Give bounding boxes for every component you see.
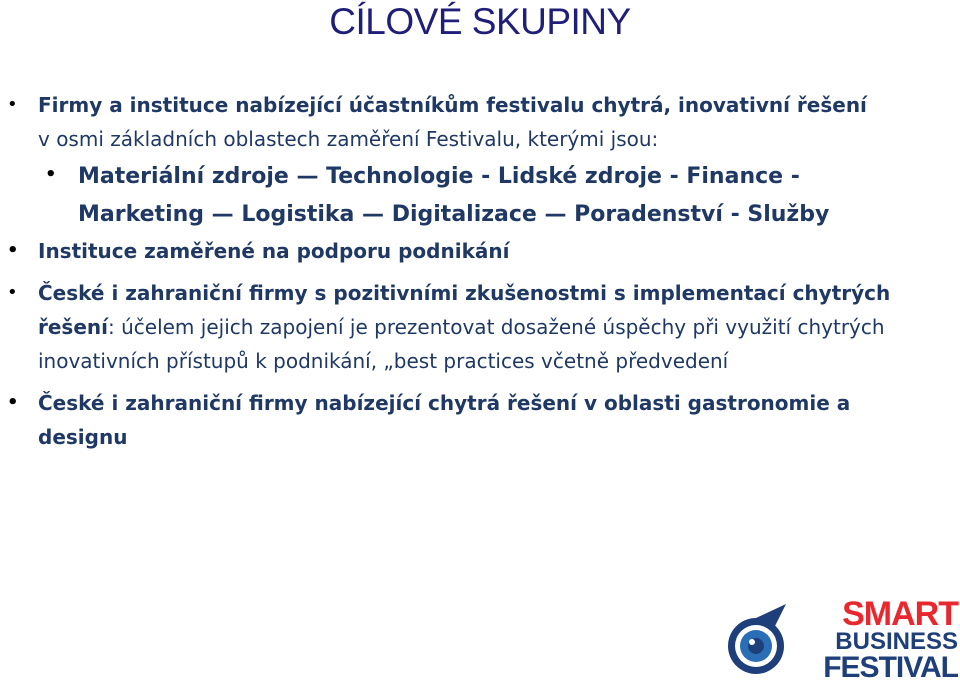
areas-line-2: Marketing — Logistika — Digitalizace — Poradenství - Služby [78,202,830,227]
bullet-dot-icon: • [7,282,18,303]
smart-business-festival-logo [722,595,958,684]
bullet-text: Instituce zaměřené na podporu podnikání [38,239,510,263]
logo-word-festival: FESTIVAL [823,651,958,684]
bullet-text: České i zahraniční firmy nabízející chytrá řešení v oblasti gastronomie a designu [38,391,851,449]
eye-target-icon [722,598,794,678]
sub-bullet-areas [45,158,928,234]
bullet-item-gastronomy-design [7,386,928,454]
bullet-text-bold: České i zahraniční firmy s pozitivními zkušenostmi s implementací chytrých řešení [38,281,891,339]
logo-word-smart: SMART [842,595,958,633]
bullet-dot-icon: • [45,164,57,185]
areas-line-1: Materiální zdroje — Technologie - Lidské zdroje - Finance - [78,164,800,189]
bullet-dot-icon: • [7,240,19,261]
page-title: CÍLOVÉ SKUPINY [329,1,631,42]
bullet-item-experienced-firms [7,276,928,378]
bullet-text: v osmi základních oblastech zaměření Festivalu, kterými jsou: [38,127,659,151]
bullet-item-firms-institutions [7,88,928,156]
bullet-text-bold: Firmy a instituce nabízející účastníkům festivalu chytrá, inovativní řešení [38,93,867,117]
logo-word-business: BUSINESS [835,628,958,655]
bullet-dot-icon: • [7,94,18,115]
bullet-text: : účelem jejich zapojení je prezentovat dosažené úspěchy při využití chytrých inovativních přístupů k podnikání, „best practices včetně předvedení [38,315,885,373]
bullet-list [7,88,928,454]
bullet-item-institutions [7,234,928,268]
bullet-dot-icon: • [7,392,19,413]
